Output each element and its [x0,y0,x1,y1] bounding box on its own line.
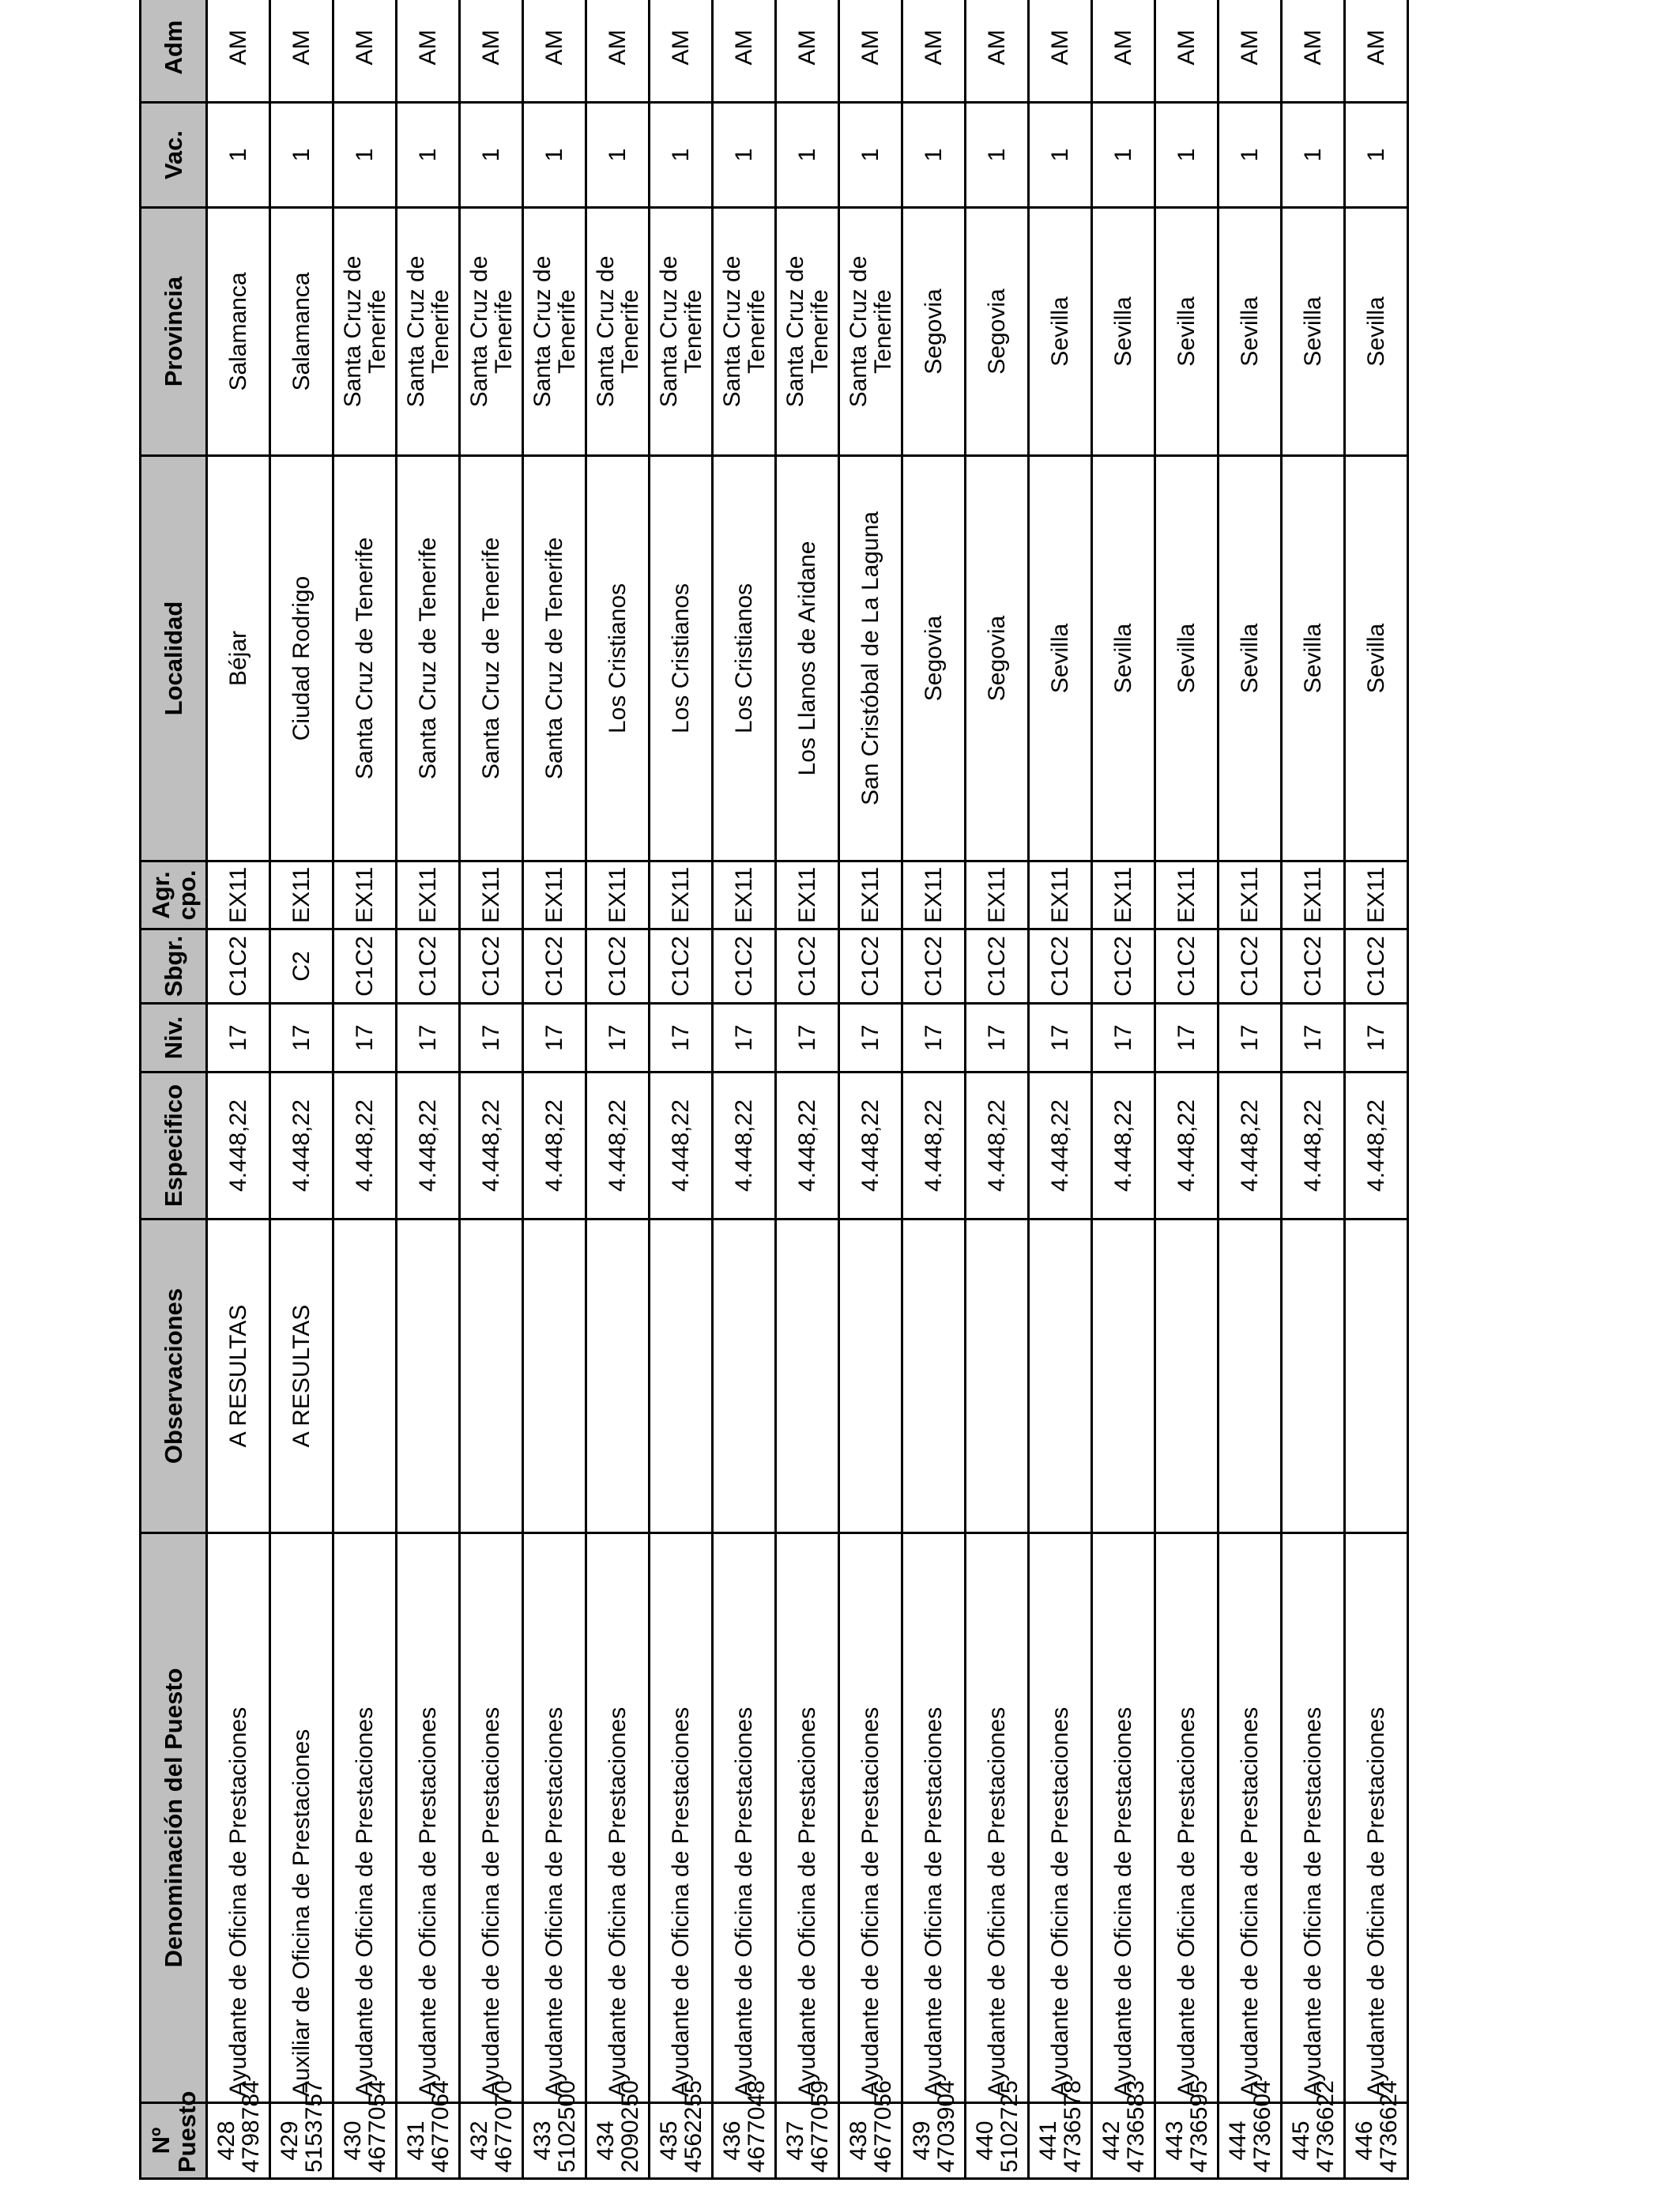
cell-subgrupo: C1C2 [902,929,966,1004]
puesto-number: 440 [971,2120,998,2161]
cell-subgrupo: C1C2 [333,929,397,1004]
header-row [141,0,207,2179]
cell-subgrupo: C1C2 [586,929,650,1004]
cell-agr-cpo: EX11 [1029,861,1092,929]
cell-denominacion: Auxiliar de Oficina de Prestaciones [270,1533,333,2103]
puesto-number: 431 [402,2120,429,2161]
header-agr-cpo: Agr. cpo. [141,861,207,929]
cell-nivel: 17 [1219,1004,1282,1072]
table-body [207,0,1408,2179]
cell-nivel: 17 [650,1004,713,1072]
cell-vacantes: 1 [270,103,333,208]
cell-vacantes: 1 [1219,103,1282,208]
cell-agr-cpo: EX11 [713,861,776,929]
puesto-number: 443 [1161,2120,1188,2161]
table-row [1029,0,1092,2179]
cell-localidad: Los Cristianos [713,456,776,861]
cell-vacantes: 1 [839,103,902,208]
cell-especifico: 4.448,22 [1345,1072,1408,1220]
puesto-code: 4677064 [427,2080,454,2173]
puesto-number: 432 [465,2120,492,2161]
cell-observaciones [902,1220,966,1533]
puesto-number: 429 [276,2120,303,2161]
cell-subgrupo: C1C2 [207,929,270,1004]
cell-denominacion: Ayudante de Oficina de Prestaciones [839,1533,902,2103]
cell-observaciones [1155,1220,1219,1533]
cell-provincia: Santa Cruz de Tenerife [397,208,460,456]
cell-subgrupo: C1C2 [1282,929,1345,1004]
cell-provincia: Santa Cruz de Tenerife [839,208,902,456]
cell-denominacion: Ayudante de Oficina de Prestaciones [776,1533,839,2103]
cell-localidad: Los Cristianos [586,456,650,861]
cell-localidad: Segovia [966,456,1029,861]
cell-observaciones [523,1220,586,1533]
puesto-number: 435 [655,2120,682,2161]
puesto-number: 436 [718,2120,745,2161]
cell-provincia: Santa Cruz de Tenerife [586,208,650,456]
cell-agr-cpo: EX11 [586,861,650,929]
cell-nivel: 17 [586,1004,650,1072]
cell-puesto [650,2080,713,2179]
cell-denominacion: Ayudante de Oficina de Prestaciones [397,1533,460,2103]
cell-puesto [776,2080,839,2179]
cell-denominacion: Ayudante de Oficina de Prestaciones [1155,1533,1219,2103]
cell-denominacion: Ayudante de Oficina de Prestaciones [1092,1533,1155,2103]
puesto-number: 430 [339,2120,366,2161]
cell-provincia: Sevilla [1029,208,1092,456]
cell-subgrupo: C1C2 [1345,929,1408,1004]
cell-adm: AM [1092,0,1155,103]
cell-localidad: Ciudad Rodrigo [270,456,333,861]
cell-provincia: Salamanca [207,208,270,456]
cell-agr-cpo: EX11 [1345,861,1408,929]
cell-observaciones [1345,1220,1408,1533]
table-row [333,0,397,2179]
cell-denominacion: Ayudante de Oficina de Prestaciones [966,1533,1029,2103]
cell-subgrupo: C1C2 [650,929,713,1004]
table-row [902,0,966,2179]
table-row [523,0,586,2179]
cell-provincia: Santa Cruz de Tenerife [650,208,713,456]
header-provincia: Provincia [141,208,207,456]
cell-vacantes: 1 [776,103,839,208]
cell-provincia: Salamanca [270,208,333,456]
cell-adm: AM [270,0,333,103]
cell-vacantes: 1 [333,103,397,208]
cell-denominacion: Ayudante de Oficina de Prestaciones [1282,1533,1345,2103]
cell-especifico: 4.448,22 [397,1072,460,1220]
cell-localidad: Los Cristianos [650,456,713,861]
cell-subgrupo: C2 [270,929,333,1004]
cell-observaciones [333,1220,397,1533]
puesto-number: 439 [908,2120,935,2161]
puesto-code: 4677070 [490,2080,517,2173]
cell-puesto [207,2080,270,2179]
cell-localidad: Santa Cruz de Tenerife [397,456,460,861]
table-row [460,0,523,2179]
table-row [1345,0,1408,2179]
cell-subgrupo: C1C2 [1155,929,1219,1004]
cell-observaciones [586,1220,650,1533]
cell-vacantes: 1 [586,103,650,208]
cell-adm: AM [902,0,966,103]
cell-puesto [902,2080,966,2179]
cell-vacantes: 1 [1345,103,1408,208]
cell-puesto [460,2080,523,2179]
puesto-code: 4677059 [806,2080,833,2173]
puesto-code: 4703904 [932,2080,959,2173]
cell-subgrupo: C1C2 [460,929,523,1004]
cell-puesto [523,2080,586,2179]
vacancies-table [139,0,1409,2180]
cell-denominacion: Ayudante de Oficina de Prestaciones [523,1533,586,2103]
cell-provincia: Sevilla [1092,208,1155,456]
cell-provincia: Sevilla [1345,208,1408,456]
puesto-code: 4677056 [869,2080,896,2173]
cell-agr-cpo: EX11 [397,861,460,929]
table-row [1282,0,1345,2179]
puesto-code: 4736583 [1122,2080,1149,2173]
cell-denominacion: Ayudante de Oficina de Prestaciones [207,1533,270,2103]
cell-puesto [1345,2080,1408,2179]
table-row [1155,0,1219,2179]
table-row [713,0,776,2179]
cell-agr-cpo: EX11 [776,861,839,929]
cell-localidad: Sevilla [1029,456,1092,861]
cell-denominacion: Ayudante de Oficina de Prestaciones [1219,1533,1282,2103]
cell-agr-cpo: EX11 [902,861,966,929]
cell-denominacion: Ayudante de Oficina de Prestaciones [1345,1533,1408,2103]
cell-localidad: Sevilla [1345,456,1408,861]
cell-adm: AM [713,0,776,103]
cell-puesto [1219,2080,1282,2179]
table-row [1092,0,1155,2179]
cell-observaciones [1219,1220,1282,1533]
puesto-code: 5102500 [553,2080,580,2173]
cell-vacantes: 1 [713,103,776,208]
cell-adm: AM [1155,0,1219,103]
cell-especifico: 4.448,22 [523,1072,586,1220]
cell-nivel: 17 [270,1004,333,1072]
cell-adm: AM [586,0,650,103]
cell-adm: AM [1029,0,1092,103]
cell-subgrupo: C1C2 [1092,929,1155,1004]
puesto-number: 442 [1098,2120,1124,2161]
cell-observaciones: A RESULTAS [270,1220,333,1533]
cell-provincia: Sevilla [1155,208,1219,456]
cell-especifico: 4.448,22 [776,1072,839,1220]
cell-localidad: Segovia [902,456,966,861]
cell-vacantes: 1 [966,103,1029,208]
cell-puesto [966,2080,1029,2179]
puesto-number: 445 [1287,2120,1314,2161]
cell-nivel: 17 [460,1004,523,1072]
header-adm: Adm [141,0,207,103]
cell-agr-cpo: EX11 [1155,861,1219,929]
cell-especifico: 4.448,22 [902,1072,966,1220]
cell-vacantes: 1 [1029,103,1092,208]
puesto-number: 433 [529,2120,556,2161]
cell-puesto [270,2080,333,2179]
cell-especifico: 4.448,22 [713,1072,776,1220]
cell-adm: AM [333,0,397,103]
cell-puesto [1092,2080,1155,2179]
header-vacantes: Vac. [141,103,207,208]
cell-puesto [586,2080,650,2179]
cell-puesto [839,2080,902,2179]
cell-vacantes: 1 [397,103,460,208]
cell-nivel: 17 [523,1004,586,1072]
table-row [207,0,270,2179]
cell-provincia: Segovia [902,208,966,456]
cell-subgrupo: C1C2 [1029,929,1092,1004]
cell-nivel: 17 [397,1004,460,1072]
cell-vacantes: 1 [1092,103,1155,208]
cell-provincia: Santa Cruz de Tenerife [333,208,397,456]
puesto-code: 5153757 [300,2080,327,2173]
table-row [966,0,1029,2179]
cell-nivel: 17 [713,1004,776,1072]
cell-adm: AM [650,0,713,103]
cell-denominacion: Ayudante de Oficina de Prestaciones [586,1533,650,2103]
table-row [776,0,839,2179]
cell-observaciones [776,1220,839,1533]
cell-especifico: 4.448,22 [1155,1072,1219,1220]
cell-subgrupo: C1C2 [966,929,1029,1004]
puesto-number: 428 [213,2120,239,2161]
cell-agr-cpo: EX11 [1092,861,1155,929]
cell-observaciones [397,1220,460,1533]
cell-agr-cpo: EX11 [460,861,523,929]
cell-vacantes: 1 [650,103,713,208]
cell-especifico: 4.448,22 [270,1072,333,1220]
header-especifico: Especifico [141,1072,207,1220]
cell-provincia: Sevilla [1282,208,1345,456]
cell-provincia: Santa Cruz de Tenerife [713,208,776,456]
cell-adm: AM [460,0,523,103]
cell-nivel: 17 [902,1004,966,1072]
cell-agr-cpo: EX11 [207,861,270,929]
cell-adm: AM [1345,0,1408,103]
puesto-code: 4736624 [1375,2080,1402,2173]
cell-nivel: 17 [839,1004,902,1072]
header-nivel: Niv. [141,1004,207,1072]
cell-vacantes: 1 [902,103,966,208]
cell-nivel: 17 [966,1004,1029,1072]
cell-subgrupo: C1C2 [1219,929,1282,1004]
cell-denominacion: Ayudante de Oficina de Prestaciones [333,1533,397,2103]
cell-denominacion: Ayudante de Oficina de Prestaciones [460,1533,523,2103]
cell-especifico: 4.448,22 [207,1072,270,1220]
cell-puesto [1282,2080,1345,2179]
cell-puesto [397,2080,460,2179]
cell-nivel: 17 [207,1004,270,1072]
cell-denominacion: Ayudante de Oficina de Prestaciones [650,1533,713,2103]
cell-subgrupo: C1C2 [713,929,776,1004]
cell-agr-cpo: EX11 [839,861,902,929]
cell-subgrupo: C1C2 [776,929,839,1004]
cell-agr-cpo: EX11 [650,861,713,929]
cell-adm: AM [1282,0,1345,103]
cell-adm: AM [397,0,460,103]
cell-observaciones [713,1220,776,1533]
cell-observaciones: A RESULTAS [207,1220,270,1533]
table-row [839,0,902,2179]
cell-nivel: 17 [1345,1004,1408,1072]
cell-puesto [333,2080,397,2179]
puesto-code: 4736622 [1312,2080,1339,2173]
puesto-code: 4798784 [237,2080,264,2173]
puesto-code: 4736595 [1185,2080,1212,2173]
cell-observaciones [460,1220,523,1533]
puesto-code: 4562255 [680,2080,706,2173]
cell-agr-cpo: EX11 [270,861,333,929]
cell-adm: AM [839,0,902,103]
cell-observaciones [1092,1220,1155,1533]
table-row [270,0,333,2179]
cell-nivel: 17 [1029,1004,1092,1072]
cell-adm: AM [207,0,270,103]
cell-vacantes: 1 [1155,103,1219,208]
cell-localidad: Santa Cruz de Tenerife [333,456,397,861]
header-subgrupo: Sbgr. [141,929,207,1004]
cell-nivel: 17 [333,1004,397,1072]
cell-localidad: Sevilla [1155,456,1219,861]
cell-especifico: 4.448,22 [586,1072,650,1220]
cell-agr-cpo: EX11 [333,861,397,929]
cell-nivel: 17 [1282,1004,1345,1072]
cell-denominacion: Ayudante de Oficina de Prestaciones [1029,1533,1092,2103]
cell-localidad: Santa Cruz de Tenerife [460,456,523,861]
header-observaciones: Observaciones [141,1220,207,1533]
cell-provincia: Segovia [966,208,1029,456]
puesto-number: 437 [782,2120,808,2161]
cell-adm: AM [776,0,839,103]
puesto-number: 446 [1350,2120,1377,2161]
cell-nivel: 17 [1155,1004,1219,1072]
cell-vacantes: 1 [207,103,270,208]
cell-subgrupo: C1C2 [839,929,902,1004]
cell-vacantes: 1 [1282,103,1345,208]
puesto-number: 444 [1224,2120,1251,2161]
cell-especifico: 4.448,22 [1029,1072,1092,1220]
cell-nivel: 17 [1092,1004,1155,1072]
cell-puesto [1029,2080,1092,2179]
header-localidad: Localidad [141,456,207,861]
cell-provincia: Santa Cruz de Tenerife [523,208,586,456]
cell-especifico: 4.448,22 [333,1072,397,1220]
table-row [650,0,713,2179]
cell-adm: AM [966,0,1029,103]
table-row [586,0,650,2179]
puesto-number: 441 [1034,2120,1061,2161]
cell-agr-cpo: EX11 [523,861,586,929]
cell-agr-cpo: EX11 [1219,861,1282,929]
cell-especifico: 4.448,22 [460,1072,523,1220]
cell-provincia: Santa Cruz de Tenerife [460,208,523,456]
header-puesto: Nº Puesto [141,2103,207,2179]
cell-observaciones [966,1220,1029,1533]
puesto-number: 434 [592,2120,619,2161]
cell-provincia: Santa Cruz de Tenerife [776,208,839,456]
cell-subgrupo: C1C2 [523,929,586,1004]
cell-adm: AM [1219,0,1282,103]
cell-denominacion: Ayudante de Oficina de Prestaciones [902,1533,966,2103]
table-row [1219,0,1282,2179]
cell-denominacion: Ayudante de Oficina de Prestaciones [713,1533,776,2103]
cell-localidad: Sevilla [1219,456,1282,861]
cell-observaciones [1029,1220,1092,1533]
cell-especifico: 4.448,22 [1219,1072,1282,1220]
cell-vacantes: 1 [460,103,523,208]
cell-vacantes: 1 [523,103,586,208]
cell-especifico: 4.448,22 [839,1072,902,1220]
cell-localidad: Sevilla [1092,456,1155,861]
cell-localidad: Santa Cruz de Tenerife [523,456,586,861]
cell-localidad: San Cristóbal de La Laguna [839,456,902,861]
cell-agr-cpo: EX11 [1282,861,1345,929]
cell-localidad: Béjar [207,456,270,861]
cell-provincia: Sevilla [1219,208,1282,456]
cell-adm: AM [523,0,586,103]
cell-especifico: 4.448,22 [1282,1072,1345,1220]
cell-subgrupo: C1C2 [397,929,460,1004]
cell-observaciones [650,1220,713,1533]
puesto-code: 5102725 [996,2080,1023,2173]
puesto-code: 2090250 [616,2080,643,2173]
puesto-code: 4736604 [1249,2080,1275,2173]
cell-observaciones [839,1220,902,1533]
header-denominacion: Denominación del Puesto [141,1533,207,2103]
cell-agr-cpo: EX11 [966,861,1029,929]
cell-localidad: Sevilla [1282,456,1345,861]
puesto-code: 4677054 [363,2080,390,2173]
puesto-code: 4677048 [743,2080,770,2173]
cell-localidad: Los Llanos de Aridane [776,456,839,861]
puesto-code: 4736578 [1059,2080,1086,2173]
cell-observaciones [1282,1220,1345,1533]
cell-puesto [1155,2080,1219,2179]
cell-especifico: 4.448,22 [650,1072,713,1220]
cell-puesto [713,2080,776,2179]
cell-especifico: 4.448,22 [1092,1072,1155,1220]
puesto-number: 438 [845,2120,872,2161]
cell-especifico: 4.448,22 [966,1072,1029,1220]
cell-nivel: 17 [776,1004,839,1072]
table-row [397,0,460,2179]
